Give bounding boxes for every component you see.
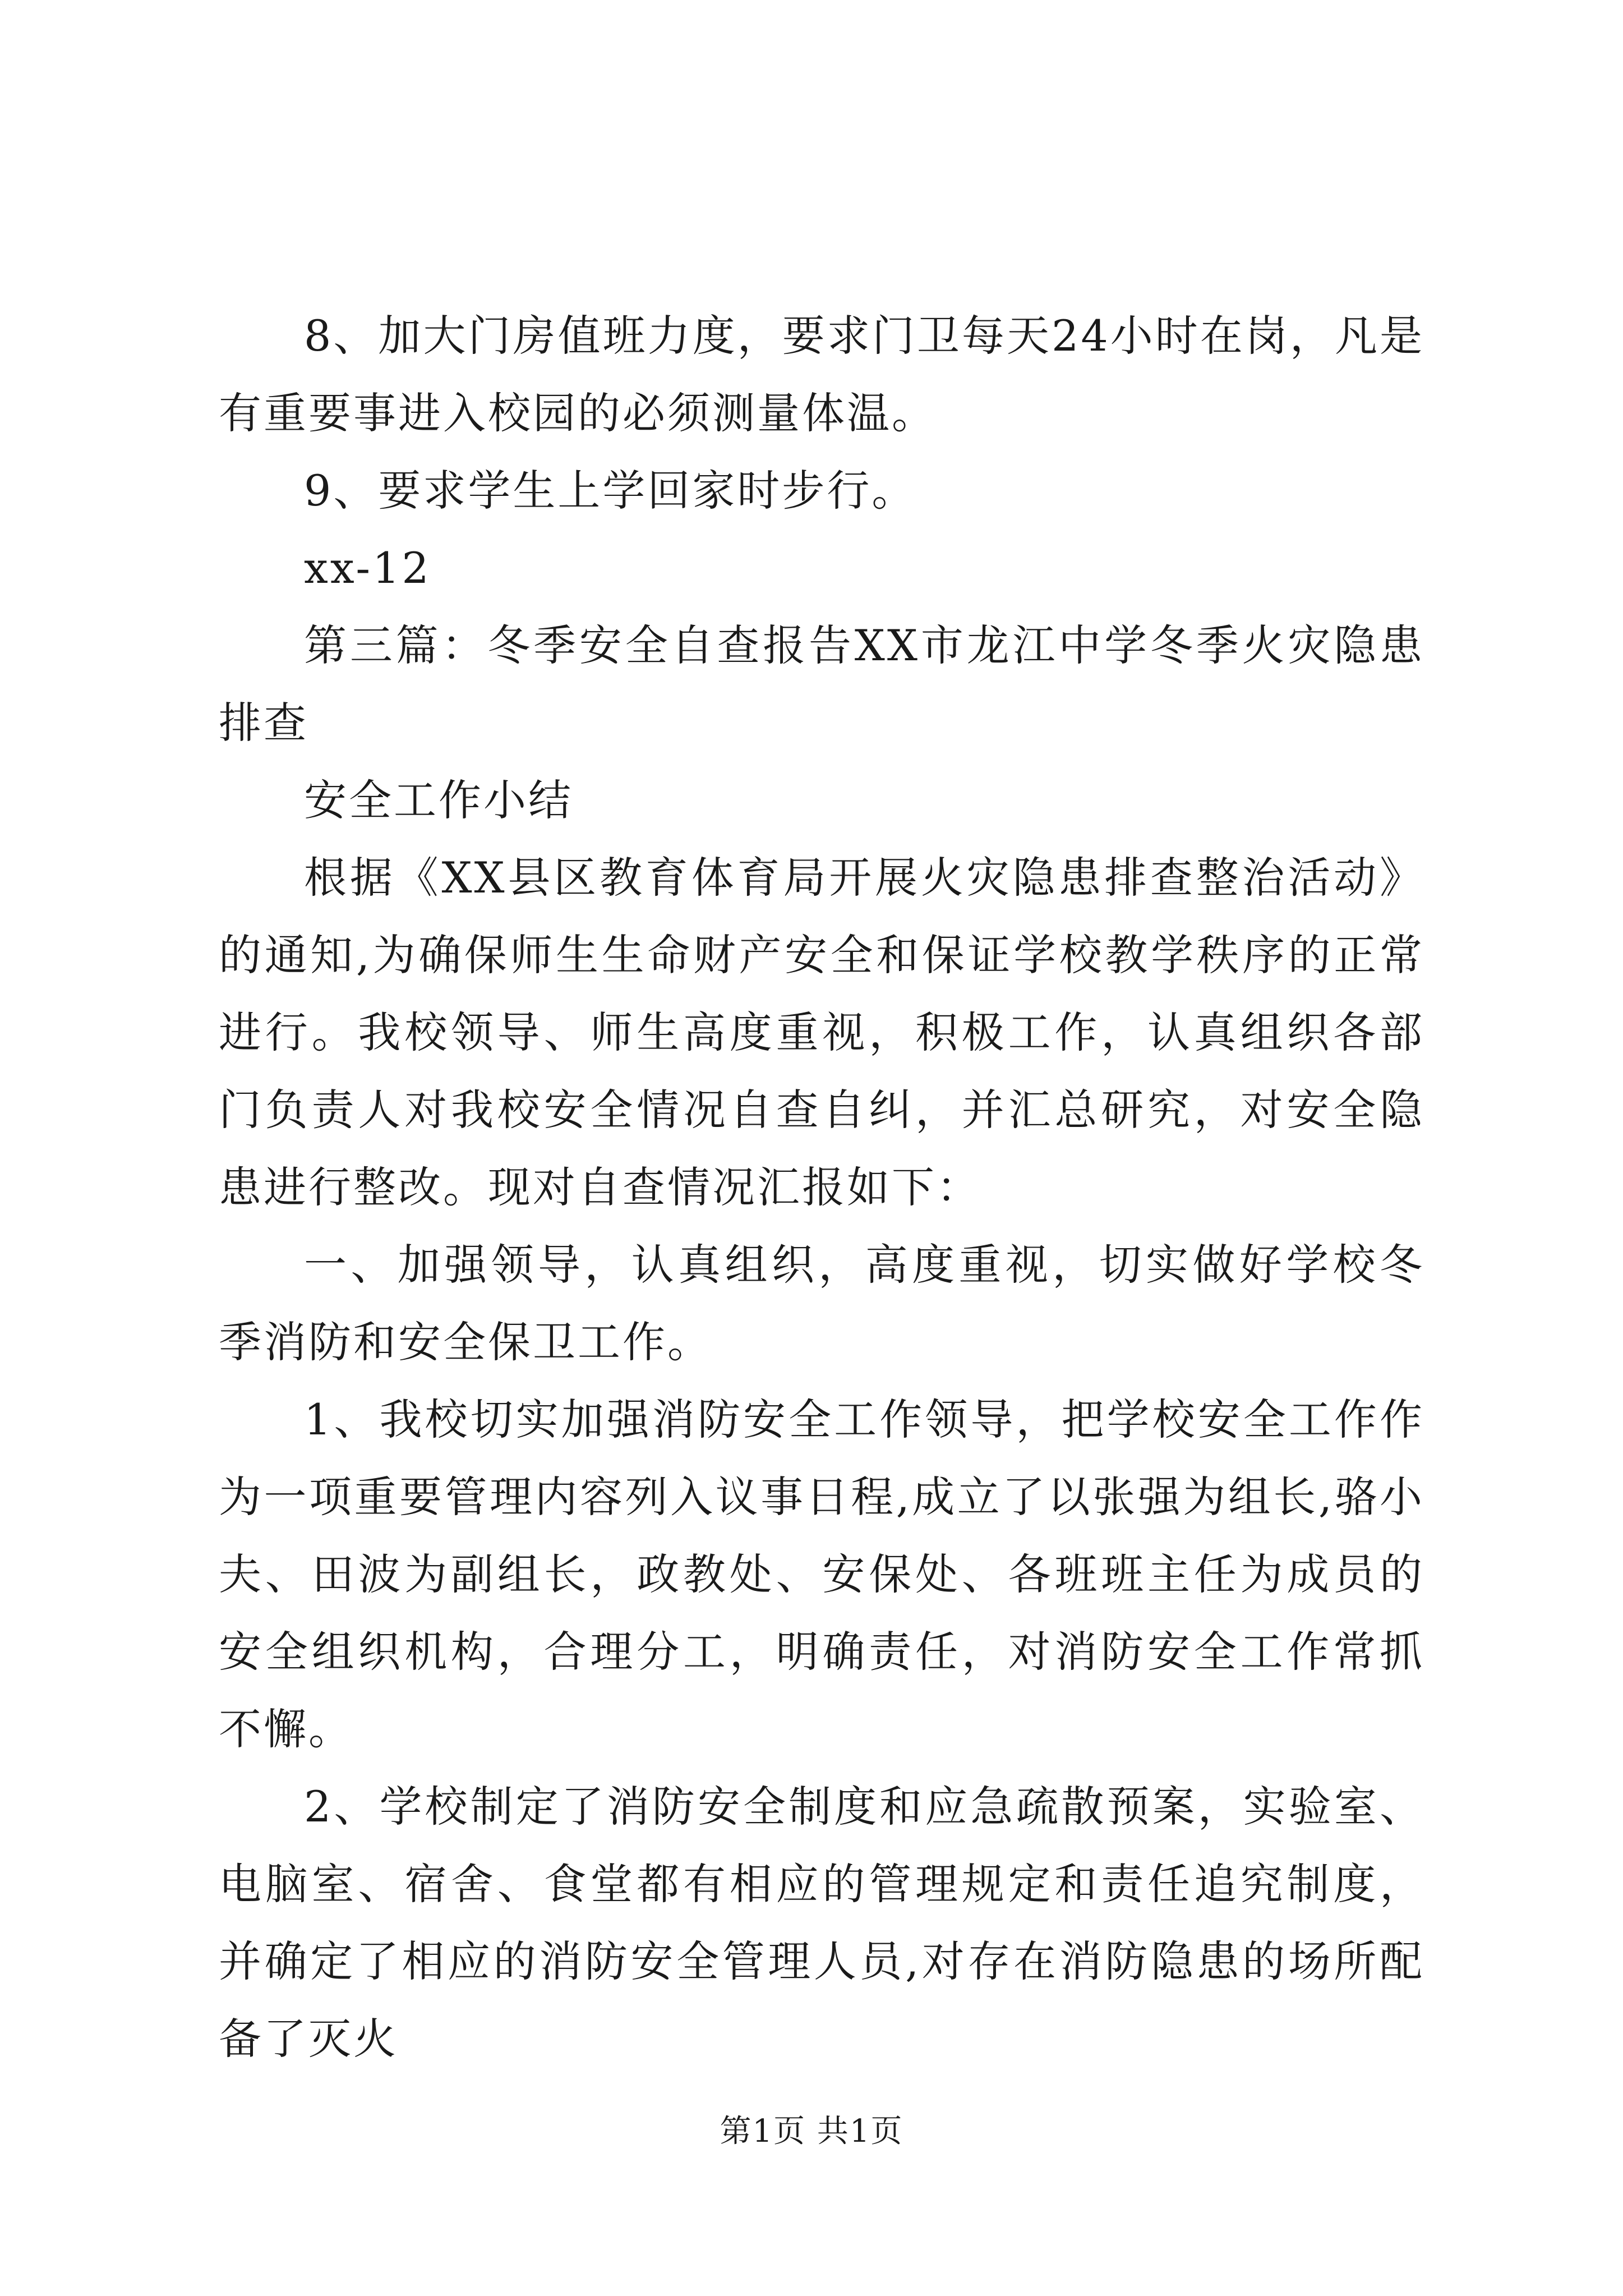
paragraph-heading-one: 一、加强领导，认真组织，高度重视，切实做好学校冬季消防和安全保卫工作。 bbox=[219, 1240, 1424, 1367]
section-subtitle: 安全工作小结 bbox=[304, 775, 573, 825]
paragraph-introduction: 根据《XX县区教育体育局开展火灾隐患排查整治活动》的通知,为确保师生生命财产安全和保证学校教学秩序的正常进行。我校领导、师生高度重视，积极工作，认真组织各部门负责人对我校安全情况自查自纠，并汇总研究，对安全隐患进行整改。现对自查情况汇报如下： bbox=[219, 853, 1424, 1212]
section-title-part-three: 第三篇：冬季安全自查报告XX市龙江中学冬季火灾隐患排查 bbox=[219, 620, 1424, 748]
paragraph-date: xx-12 bbox=[304, 543, 431, 593]
page-footer: 第1页 共1页 bbox=[720, 2113, 903, 2150]
document-body bbox=[219, 297, 1424, 2078]
paragraph-item-1-leadership: 1、我校切实加强消防安全工作领导，把学校安全工作作为一项重要管理内容列入议事日程,成立了以张强为组长,骆小夫、田波为副组长，政教处、安保处、各班班主任为成员的安全组织机构，合理分工，明确责任，对消防安全工作常抓不懈。 bbox=[219, 1395, 1424, 1754]
paragraph-item-9-walking: 9、要求学生上学回家时步行。 bbox=[304, 466, 917, 516]
paragraph-item-2-regulations: 2、学校制定了消防安全制度和应急疏散预案，实验室、电脑室、宿舍、食堂都有相应的管理规定和责任追究制度，并确定了相应的消防安全管理人员,对存在消防隐患的场所配备了灭火 bbox=[219, 1782, 1424, 2064]
paragraph-item-8-gatekeeper: 8、加大门房值班力度，要求门卫每天24小时在岗，凡是有重要事进入校园的必须测量体温。 bbox=[219, 311, 1424, 438]
